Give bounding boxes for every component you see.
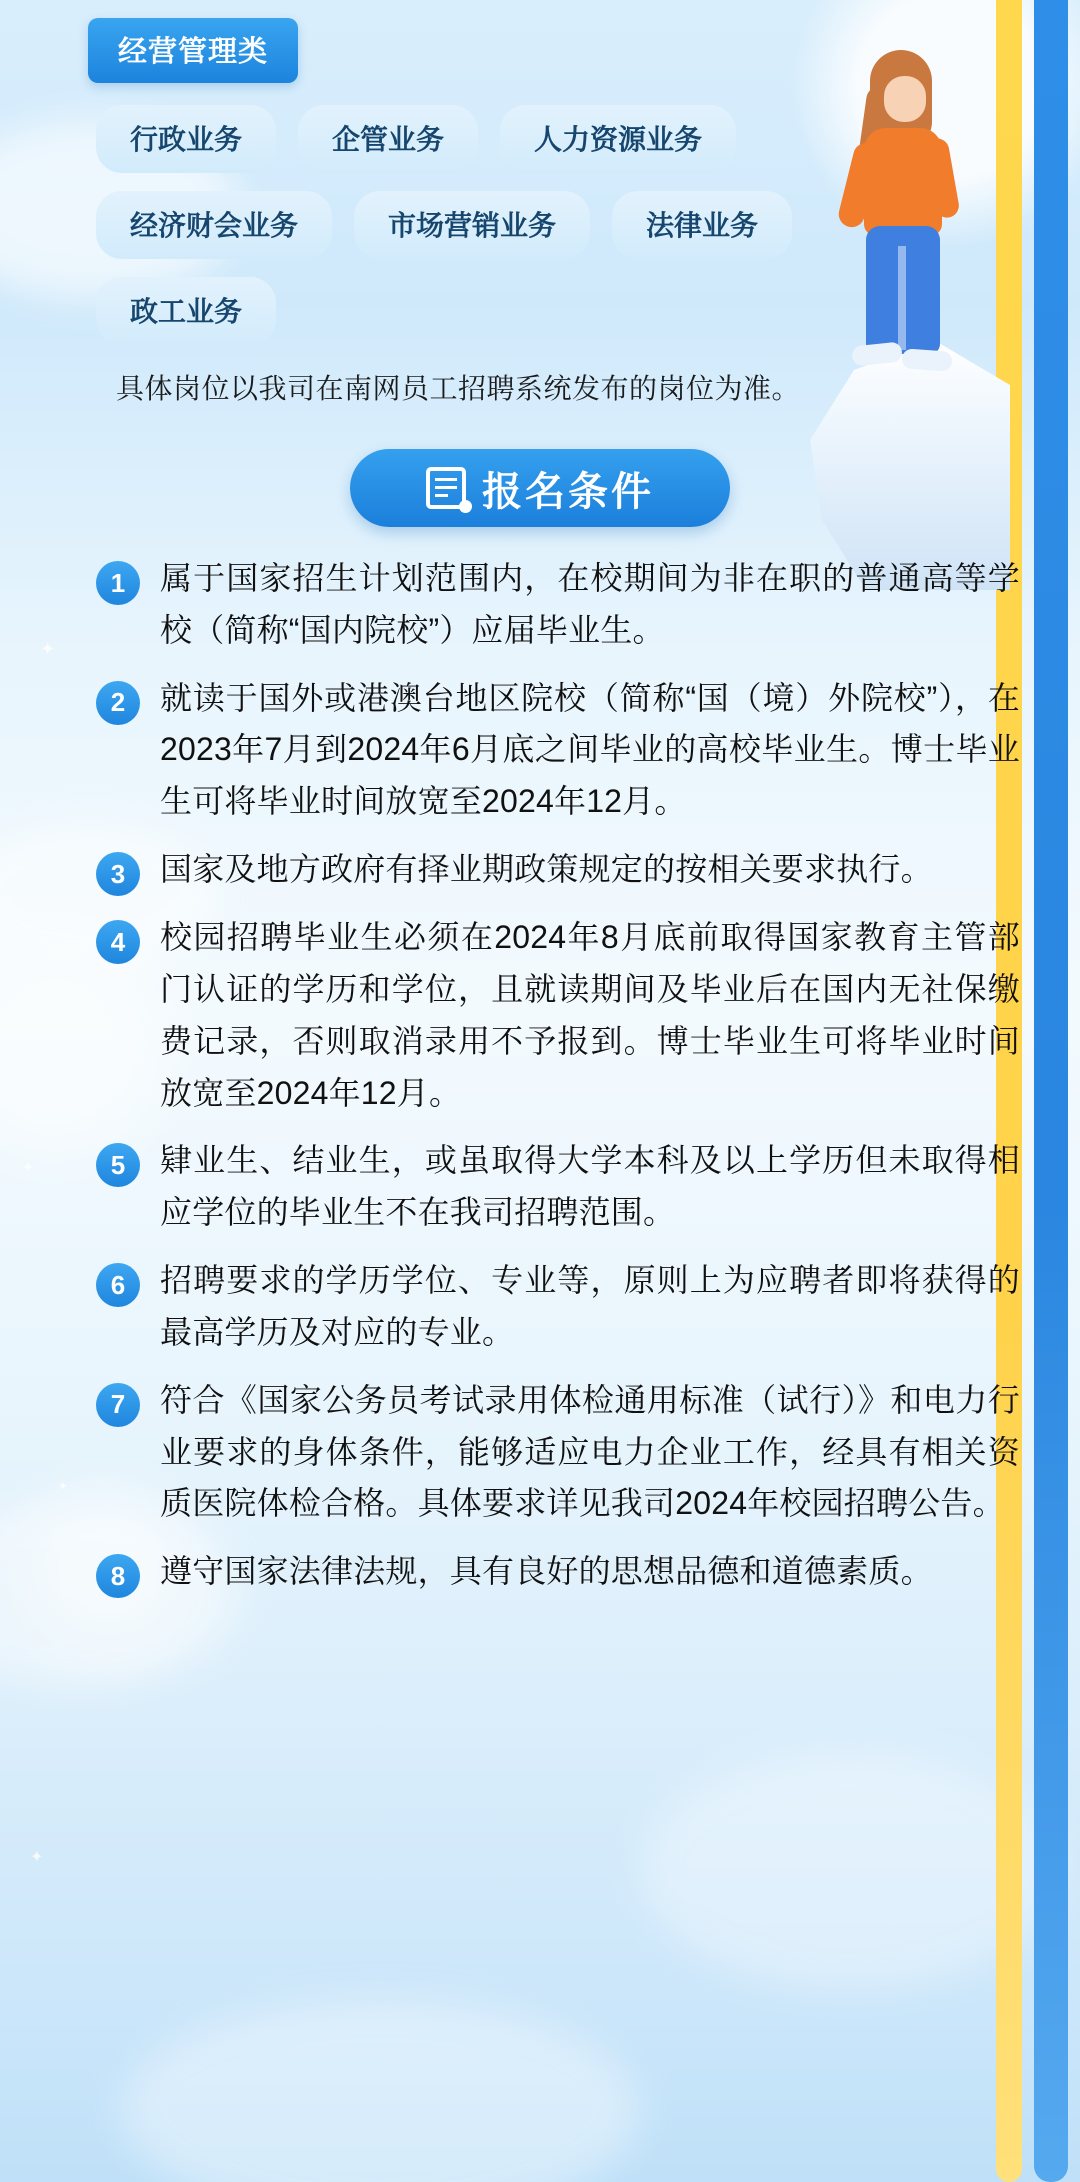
list-item	[96, 553, 1020, 657]
cloud-decoration	[120, 2000, 640, 2182]
job-category-chip: 人力资源业务	[500, 105, 736, 173]
sparkle-icon: ✦	[22, 1159, 34, 1175]
bottom-spacer	[0, 1614, 1080, 1704]
list-item-text: 符合《国家公务员考试录用体检通用标准（试行）》和电力行业要求的身体条件，能够适应电力企业工作，经具有相关资质医院体检合格。具体要求详见我司2024年校园招聘公告。	[160, 1381, 1020, 1522]
requirements-list	[0, 553, 1080, 1598]
job-category-chip: 政工业务	[96, 277, 276, 345]
job-category-chip-list	[96, 105, 936, 345]
job-category-chip: 企管业务	[298, 105, 478, 173]
list-item-text: 遵守国家法律法规，具有良好的思想品德和道德素质。	[160, 1553, 933, 1590]
list-item-text: 国家及地方政府有择业期政策规定的按相关要求执行。	[160, 851, 933, 888]
document-icon	[426, 467, 466, 509]
job-category-chip: 经济财会业务	[96, 191, 332, 259]
list-item-number: 7	[96, 1383, 140, 1427]
job-category-chip: 法律业务	[612, 191, 792, 259]
job-category-chip: 行政业务	[96, 105, 276, 173]
list-item-number: 6	[96, 1263, 140, 1307]
list-item-number: 8	[96, 1554, 140, 1598]
list-item-text: 属于国家招生计划范围内，在校期间为非在职的普通高等学校（简称“国内院校”）应届毕业生。	[160, 560, 1020, 648]
list-item-number: 3	[96, 852, 140, 896]
sparkle-icon: ✦	[30, 1849, 44, 1866]
list-item	[96, 844, 1020, 896]
list-item-text: 就读于国外或港澳台地区院校（简称“国（境）外院校”），在2023年7月到2024年6月底之间毕业的高校毕业生。博士毕业生可将毕业时间放宽至2024年12月。	[160, 679, 1020, 820]
section-note: 具体岗位以我司在南网员工招聘系统发布的岗位为准。	[116, 373, 801, 404]
list-item	[96, 912, 1020, 1119]
list-item-text: 招聘要求的学历学位、专业等，原则上为应聘者即将获得的最高学历及对应的专业。	[160, 1262, 1020, 1350]
list-item-number: 5	[96, 1143, 140, 1187]
job-category-chip: 市场营销业务	[354, 191, 590, 259]
section-tag-management: 经营管理类	[88, 18, 298, 83]
list-item-number: 2	[96, 681, 140, 725]
list-item	[96, 1375, 1020, 1530]
list-item	[96, 1546, 1020, 1598]
list-item-text: 肄业生、结业生，或虽取得大学本科及以上学历但未取得相应学位的毕业生不在我司招聘范围。	[160, 1142, 1020, 1231]
list-item	[96, 1135, 1020, 1239]
list-item-number: 4	[96, 920, 140, 964]
sparkle-icon: ✦	[40, 639, 56, 659]
section-banner-requirements	[350, 449, 730, 527]
sparkle-icon: ✦	[58, 1479, 69, 1493]
list-item-number: 1	[96, 561, 140, 605]
list-item-text: 校园招聘毕业生必须在2024年8月底前取得国家教育主管部门认证的学历和学位，且就读期间及毕业后在国内无社保缴费记录，否则取消录用不予报到。博士毕业生可将毕业时间放宽至2024年12月。	[160, 919, 1020, 1111]
list-item	[96, 1255, 1020, 1359]
list-item	[96, 673, 1020, 828]
banner-title: 报名条件	[482, 469, 654, 514]
